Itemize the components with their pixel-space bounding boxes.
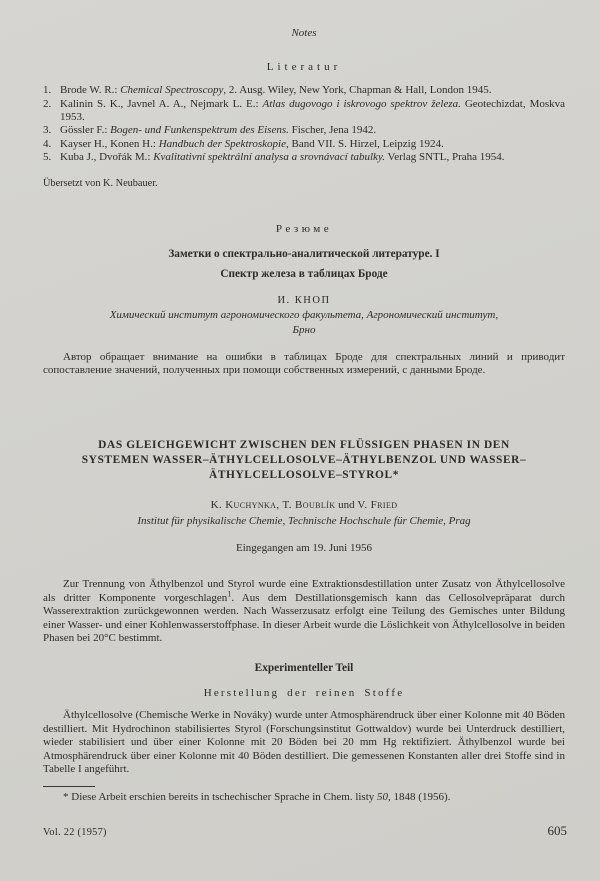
footnote-rule	[43, 786, 95, 787]
reference-item	[43, 98, 565, 124]
footnote-text-pre: Diese Arbeit erschien bereits in tschechischer Sprache in Chem. listy	[71, 790, 378, 803]
reference-text	[60, 151, 565, 164]
experimental-subheading: Herstellung der reinen Stoffe	[203, 686, 405, 699]
reference-text	[60, 138, 565, 151]
footnote-volume-italic: 50	[377, 790, 389, 803]
reference-authors: Brode W. R.:	[60, 84, 121, 96]
reference-item	[43, 151, 565, 164]
reference-authors: Kalinin S. K., Javnel A. A., Nejmark L. E.:	[60, 97, 263, 110]
authors-conjunction: und	[335, 499, 358, 511]
citation-superscript: 1	[227, 588, 232, 598]
russian-title-line2: Спектр железа в таблицах Броде	[220, 268, 388, 280]
intro-text-pre: Zur Trennung von Äthylbenzol und Styrol wurde eine Extraktionsdestillation unter Zusatz von Äthylcellosolve als dritter Komponente vorgeschlagen	[43, 578, 565, 604]
reference-text	[60, 98, 565, 124]
reference-authors: Gössler F.:	[60, 124, 111, 136]
page-number: 605	[547, 823, 567, 838]
intro-text-post: . Aus dem Destillationsgemisch kann das Cellosolvepräparat durch Wasserextraktion zurückgewonnen werden. Nach Wasserzusatz erfolgt eine Teilung des Gemisches unter Bildung einer Wasser- und einer Kohlenwasserstoffphase. In dieser Arbeit wurde die Löslichkeit von Äthylcellosolve in beiden Phasen bei 20°C bestimmt.	[43, 591, 566, 645]
article-title-line3: ÄTHYLCELLOSOLVE–STYROL*	[209, 469, 399, 481]
article-affiliation: Institut für physikalische Chemie, Technische Hochschule für Chemie, Prag	[137, 515, 471, 527]
reference-title: Handbuch der Spektroskopie	[158, 137, 286, 150]
author-names-first: K. Kuchynka, T. Boublík	[210, 499, 336, 511]
article-title-line1: DAS GLEICHGEWICHT ZWISCHEN DEN FLÜSSIGEN PHASEN IN DEN	[98, 439, 510, 451]
reference-title: Atlas dugovogo i iskrovogo spektrov železa.	[262, 97, 461, 110]
reference-publisher: Geotechizdat, Moskva 1953.	[60, 97, 566, 123]
reference-publisher: Verlag SNTL, Praha 1954.	[384, 151, 505, 163]
author-names-last: V. Fried	[357, 499, 398, 511]
russian-author: И. КНОП	[277, 295, 331, 306]
reference-item	[43, 84, 565, 97]
reference-title: Kvalitativní spektrální analysa a srovnávací tabulky.	[153, 151, 385, 163]
page-footer	[43, 824, 567, 839]
translator-note: Übersetzt von K. Neubauer.	[43, 178, 158, 189]
experimental-paragraph: Äthylcellosolve (Chemische Werke in Nováky) wurde unter Atmosphärendruck über einer Kolonne mit 40 Böden destilliert. Mit Hydrochinon stabilisiertes Styrol (Forschungsinstitut Gottwaldov) wurde bei Unterdruck destilliert, wieder stabilisiert und über einer Kolonne mit 20 Böden bei 20 mm Hg rektifiziert. Äthylbenzol wurde bei Atmosphärendruck über einer Kolonne mit 40 Böden destilliert. Die gemessenen Konstanten aller drei Stoffe sind in Tabelle I angeführt.	[43, 708, 565, 776]
article-authors	[43, 499, 565, 512]
reference-authors: Kayser H., Konen H.:	[60, 137, 159, 150]
running-head-notes: Notes	[291, 27, 317, 39]
article-received-date: Eingegangen am 19. Juni 1956	[236, 542, 372, 554]
reference-text	[60, 124, 565, 137]
literatur-heading: Literatur	[266, 61, 342, 73]
russian-affiliation-line1: Химический институт агрономического факультета, Агрономический институт,	[109, 309, 499, 321]
rezjume-heading: Резюме	[275, 223, 333, 235]
reference-publisher: Fischer, Jena 1942.	[288, 124, 377, 136]
reference-item	[43, 138, 565, 151]
russian-title-line1: Заметки о спектрально-аналитической литературе. I	[168, 248, 440, 260]
reference-authors: Kuba J., Dvořák M.:	[60, 151, 154, 163]
experimental-heading: Experimenteller Teil	[254, 661, 354, 674]
russian-affiliation-line2: Брно	[292, 323, 316, 336]
reference-list	[43, 84, 565, 164]
reference-title: Bogen- und Funkenspektrum des Eisens.	[110, 124, 289, 136]
intro-paragraph	[43, 578, 565, 646]
reference-number: 3.	[43, 124, 52, 136]
reference-item	[43, 124, 565, 137]
russian-abstract: Автор обращает внимание на ошибки в таблицах Броде для спектральных линий и приводит сопоставление значений, полученных при помощи собственных измерений, с данными Броде.	[43, 351, 565, 376]
article-title	[43, 438, 565, 483]
reference-text	[60, 84, 565, 97]
footnote-text-post: , 1848 (1956).	[388, 790, 451, 803]
reference-number: 4.	[43, 137, 52, 150]
footnote-marker: *	[63, 790, 72, 803]
reference-publisher: , Band VII. S. Hirzel, Leipzig 1924.	[285, 137, 444, 150]
volume-label: Vol. 22 (1957)	[43, 827, 107, 838]
reference-number: 2.	[43, 97, 52, 110]
footnote-block	[43, 786, 565, 804]
reference-number: 1.	[43, 84, 52, 96]
reference-publisher: , 2. Ausg. Wiley, New York, Chapman & Hall, London 1945.	[223, 84, 492, 96]
reference-number: 5.	[43, 151, 52, 163]
footnote-text	[43, 791, 565, 804]
reference-title: Chemical Spectroscopy	[120, 84, 224, 96]
article-title-line2: SYSTEMEN WASSER–ÄTHYLCELLOSOLVE–ÄTHYLBENZOL UND WASSER–	[81, 454, 527, 466]
